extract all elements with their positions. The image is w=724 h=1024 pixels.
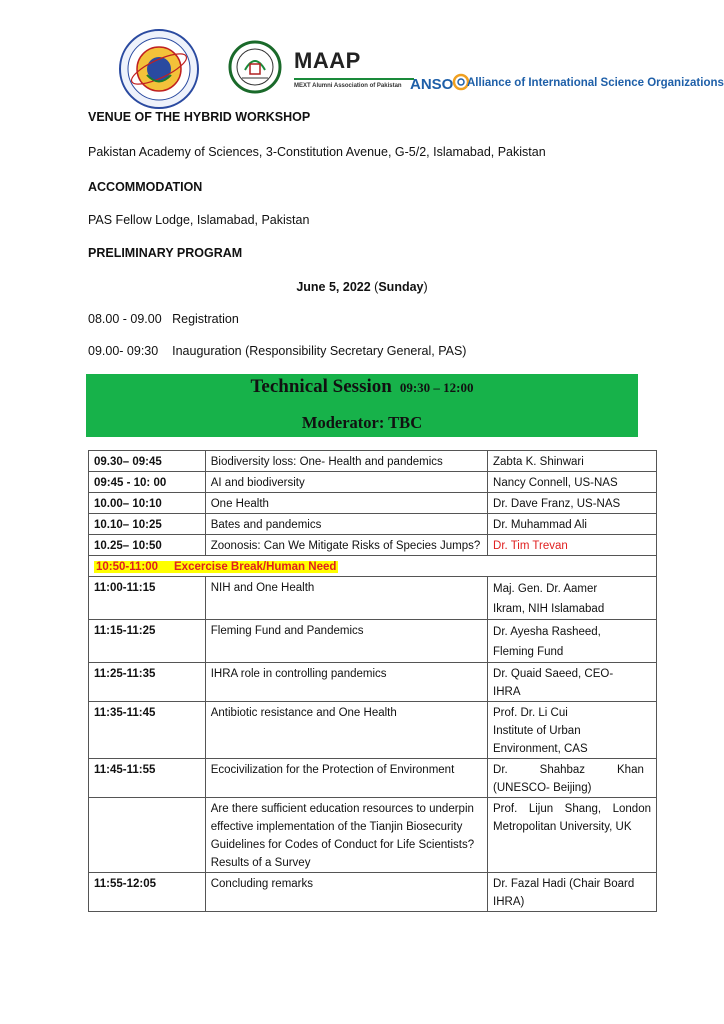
time-cell: 11:35-11:45 — [89, 702, 206, 759]
time-cell — [89, 798, 206, 873]
speaker-line: Fleming Fund — [493, 646, 564, 658]
topic-cell: Bates and pandemics — [205, 514, 487, 535]
program-date-line — [0, 280, 724, 294]
speaker-line: Environment, CAS — [493, 743, 588, 755]
table-row — [89, 702, 657, 759]
session-title-line — [86, 376, 638, 398]
table-row — [89, 873, 657, 912]
table-row — [89, 514, 657, 535]
speaker-line: Dr. Shahbaz Khan — [493, 764, 644, 776]
speaker-cell — [488, 577, 657, 620]
topic-cell: Antibiotic resistance and One Health — [205, 702, 487, 759]
time-cell: 11:45-11:55 — [89, 759, 206, 798]
table-row — [89, 663, 657, 702]
accommodation-text: PAS Fellow Lodge, Islamabad, Pakistan — [88, 213, 310, 227]
break-cell — [89, 556, 657, 577]
maap-seal-logo — [228, 40, 282, 94]
speaker-line: Institute of Urban — [493, 725, 581, 737]
speaker-cell: Dr. Tim Trevan — [488, 535, 657, 556]
session-time: 09:30 – 12:00 — [399, 380, 474, 395]
break-highlight — [94, 561, 338, 573]
speaker-line: Prof. Dr. Li Cui — [493, 707, 568, 719]
time-cell: 09.30– 09:45 — [89, 451, 206, 472]
speaker-line: Dr. Quaid Saeed, CEO- — [493, 668, 614, 680]
time-cell: 10.00– 10:10 — [89, 493, 206, 514]
time-cell: 11:15-11:25 — [89, 620, 206, 663]
logo-strip — [118, 22, 724, 104]
table-row — [89, 493, 657, 514]
speaker-cell — [488, 620, 657, 663]
opening-inauguration — [88, 344, 466, 358]
speaker-line: IHRA — [493, 686, 521, 698]
topic-cell: Concluding remarks — [205, 873, 487, 912]
time-cell: 11:25-11:35 — [89, 663, 206, 702]
program-day: (Sunday) — [374, 280, 428, 294]
speaker-cell — [488, 759, 657, 798]
table-row — [89, 759, 657, 798]
speaker-cell: Dr. Muhammad Ali — [488, 514, 657, 535]
speaker-cell — [488, 702, 657, 759]
anso-short-label: ANSO — [410, 76, 454, 93]
topic-cell: Zoonosis: Can We Mitigate Risks of Species Jumps? — [205, 535, 487, 556]
venue-heading: VENUE OF THE HYBRID WORKSHOP — [88, 110, 311, 124]
anso-logo-mark — [410, 62, 470, 98]
speaker-line: Ikram, NIH Islamabad — [493, 603, 605, 615]
topic-cell: NIH and One Health — [205, 577, 487, 620]
program-heading: PRELIMINARY PROGRAM — [88, 246, 243, 260]
time-cell: 10.25– 10:50 — [89, 535, 206, 556]
topic-cell: AI and biodiversity — [205, 472, 487, 493]
table-row — [89, 472, 657, 493]
table-row — [89, 620, 657, 663]
speaker-cell: Zabta K. Shinwari — [488, 451, 657, 472]
opening-time: 09.00- 09:30 — [88, 344, 159, 358]
table-row — [89, 451, 657, 472]
topic-cell: Fleming Fund and Pandemics — [205, 620, 487, 663]
maap-underline — [294, 78, 414, 80]
table-row — [89, 535, 657, 556]
venue-text: Pakistan Academy of Sciences, 3-Constitution Avenue, G-5/2, Islamabad, Pakistan — [88, 145, 546, 159]
break-row — [89, 556, 657, 577]
speaker-cell — [488, 663, 657, 702]
program-date: June 5, 2022 — [296, 280, 371, 294]
topic-cell: Ecocivilization for the Protection of Environment — [205, 759, 487, 798]
pakistan-academy-of-sciences-logo — [118, 28, 200, 110]
time-cell: 09:45 - 10: 00 — [89, 472, 206, 493]
opening-registration — [88, 312, 239, 326]
opening-event: Registration — [172, 312, 239, 326]
schedule-table — [88, 450, 657, 912]
table-row — [89, 798, 657, 873]
topic-cell: IHRA role in controlling pandemics — [205, 663, 487, 702]
accommodation-heading: ACCOMMODATION — [88, 180, 203, 194]
speaker-line: (UNESCO- Beijing) — [493, 782, 592, 794]
speaker-line: Dr. Ayesha Rasheed, — [493, 626, 601, 638]
table-row — [89, 577, 657, 620]
technical-session-banner — [86, 374, 638, 437]
speaker-cell: Prof. Lijun Shang, London Metropolitan University, UK — [488, 798, 657, 873]
maap-wordmark: MAAP — [294, 48, 361, 73]
time-cell: 11:00-11:15 — [89, 577, 206, 620]
session-title: Technical Session — [250, 376, 392, 397]
opening-event: Inauguration (Responsibility Secretary General, PAS) — [172, 344, 467, 358]
opening-time: 08.00 - 09.00 — [88, 312, 162, 326]
topic-cell: Are there sufficient education resources to underpin effective implementation of the Tianjin Biosecurity Guidelines for Codes of Conduct for Life Scientists? Results of a Survey — [205, 798, 487, 873]
speaker-cell: Dr. Fazal Hadi (Chair Board IHRA) — [488, 873, 657, 912]
anso-full-name: Alliance of International Science Organizations — [467, 77, 724, 89]
topic-cell: One Health — [205, 493, 487, 514]
speaker-line: Maj. Gen. Dr. Aamer — [493, 583, 598, 595]
time-cell: 11:55-12:05 — [89, 873, 206, 912]
break-label: Excercise Break/Human Need — [174, 561, 337, 573]
speaker-cell: Nancy Connell, US-NAS — [488, 472, 657, 493]
session-moderator: Moderator: TBC — [301, 413, 423, 432]
speaker-cell: Dr. Dave Franz, US-NAS — [488, 493, 657, 514]
break-time: 10:50-11:00 — [96, 561, 159, 573]
maap-subtitle: MEXT Alumni Association of Pakistan — [294, 83, 402, 89]
topic-cell: Biodiversity loss: One- Health and pandemics — [205, 451, 487, 472]
time-cell: 10.10– 10:25 — [89, 514, 206, 535]
